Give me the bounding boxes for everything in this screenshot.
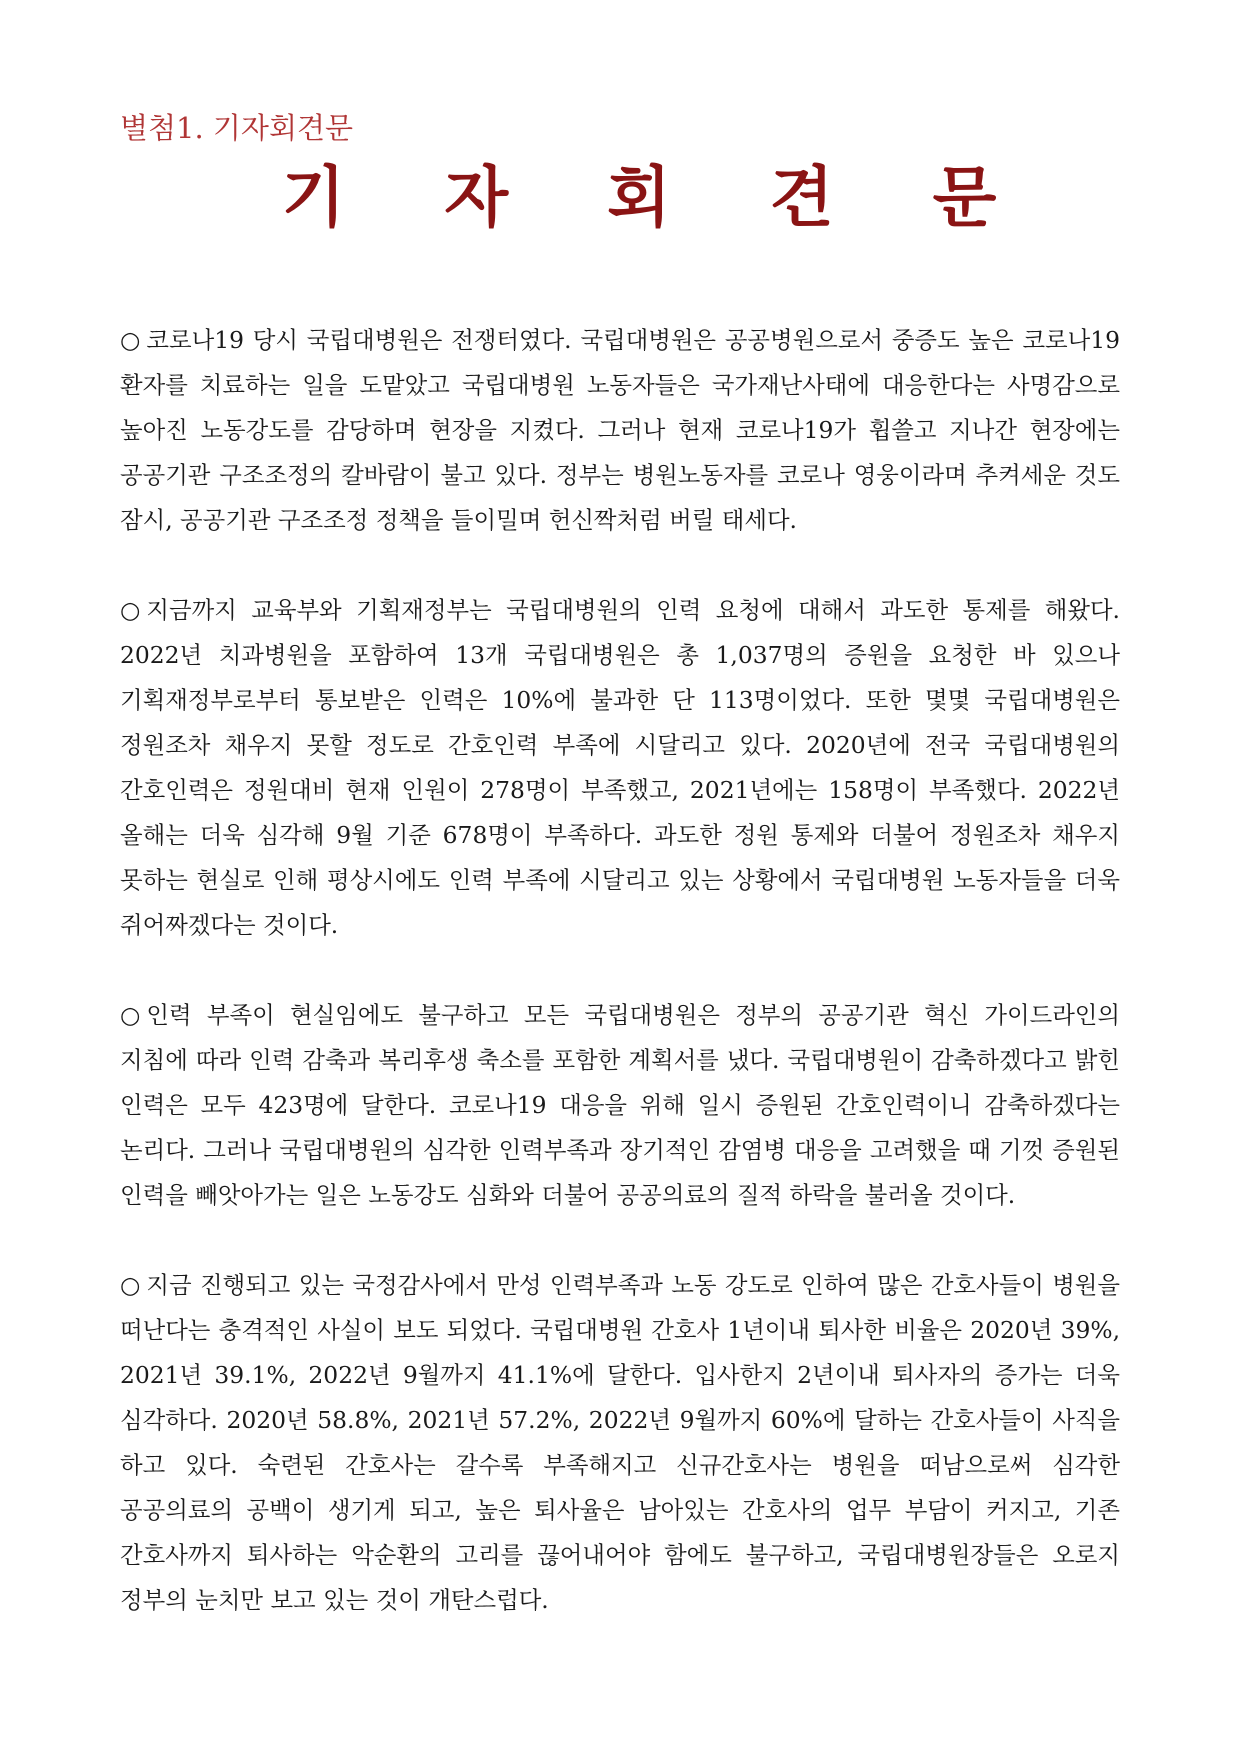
paragraph [120, 993, 1120, 1218]
paragraph [120, 318, 1120, 543]
circle-bullet-icon: ○ [120, 596, 141, 624]
paragraph-text: 코로나19 당시 국립대병원은 전쟁터였다. 국립대병원은 공공병원으로서 중증도 높은 코로나19 환자를 치료하는 일을 도맡았고 국립대병원 노동자들은 국가재난사태에 대응한다는 사명감으로 높아진 노동강도를 감당하며 현장을 지켰다. 그러나 현재 코로나19가 휩쓸고 지나간 현장에는 공공기관 구조조정의 칼바람이 불고 있다. 정부는 병원노동자를 코로나 영웅이라며 추켜세운 것도 잠시, 공공기관 구조조정 정책을 들이밀며 헌신짝처럼 버릴 태세다. [120, 326, 1120, 534]
document-body [120, 318, 1120, 1668]
circle-bullet-icon: ○ [120, 1271, 141, 1299]
paragraph-text: 인력 부족이 현실임에도 불구하고 모든 국립대병원은 정부의 공공기관 혁신 가이드라인의 지침에 따라 인력 감축과 복리후생 축소를 포함한 계획서를 냈다. 국립대병원이 감축하겠다고 밝힌 인력은 모두 423명에 달한다. 코로나19 대응을 위해 일시 증원된 간호인력이니 감축하겠다는 논리다. 그러나 국립대병원의 심각한 인력부족과 장기적인 감염병 대응을 고려했을 때 기껏 증원된 인력을 빼앗아가는 일은 노동강도 심화와 더불어 공공의료의 질적 하락을 불러올 것이다. [120, 1001, 1120, 1209]
paragraph-text: 지금까지 교육부와 기획재정부는 국립대병원의 인력 요청에 대해서 과도한 통제를 해왔다. 2022년 치과병원을 포함하여 13개 국립대병원은 총 1,037명의 증원을 요청한 바 있으나 기획재정부로부터 통보받은 인력은 10%에 불과한 단 113명이었다. 또한 몇몇 국립대병원은 정원조차 채우지 못할 정도로 간호인력 부족에 시달리고 있다. 2020년에 전국 국립대병원의 간호인력은 정원대비 현재 인원이 278명이 부족했고, 2021년에는 158명이 부족했다. 2022년 올해는 더욱 심각해 9월 기준 678명이 부족하다. 과도한 정원 통제와 더불어 정원조차 채우지 못하는 현실로 인해 평상시에도 인력 부족에 시달리고 있는 상황에서 국립대병원 노동자들을 더욱 쥐어짜겠다는 것이다. [120, 596, 1120, 939]
circle-bullet-icon: ○ [120, 326, 141, 354]
paragraph [120, 1263, 1120, 1623]
paragraph-text: 지금 진행되고 있는 국정감사에서 만성 인력부족과 노동 강도로 인하여 많은 간호사들이 병원을 떠난다는 충격적인 사실이 보도 되었다. 국립대병원 간호사 1년이내 퇴사한 비율은 2020년 39%, 2021년 39.1%, 2022년 9월까지 41.1%에 달한다. 입사한지 2년이내 퇴사자의 증가는 더욱 심각하다. 2020년 58.8%, 2021년 57.2%, 2022년 9월까지 60%에 달하는 간호사들이 사직을 하고 있다. 숙련된 간호사는 갈수록 부족해지고 신규간호사는 병원을 떠남으로써 심각한 공공의료의 공백이 생기게 되고, 높은 퇴사율은 남아있는 간호사의 업무 부담이 커지고, 기존 간호사까지 퇴사하는 악순환의 고리를 끊어내어야 함에도 불구하고, 국립대병원장들은 오로지 정부의 눈치만 보고 있는 것이 개탄스럽다. [120, 1271, 1120, 1614]
circle-bullet-icon: ○ [120, 1001, 141, 1029]
attachment-label: 별첨1. 기자회견문 [120, 111, 353, 145]
document-title: 기 자 회 견 문 [281, 158, 1035, 236]
paragraph [120, 588, 1120, 948]
